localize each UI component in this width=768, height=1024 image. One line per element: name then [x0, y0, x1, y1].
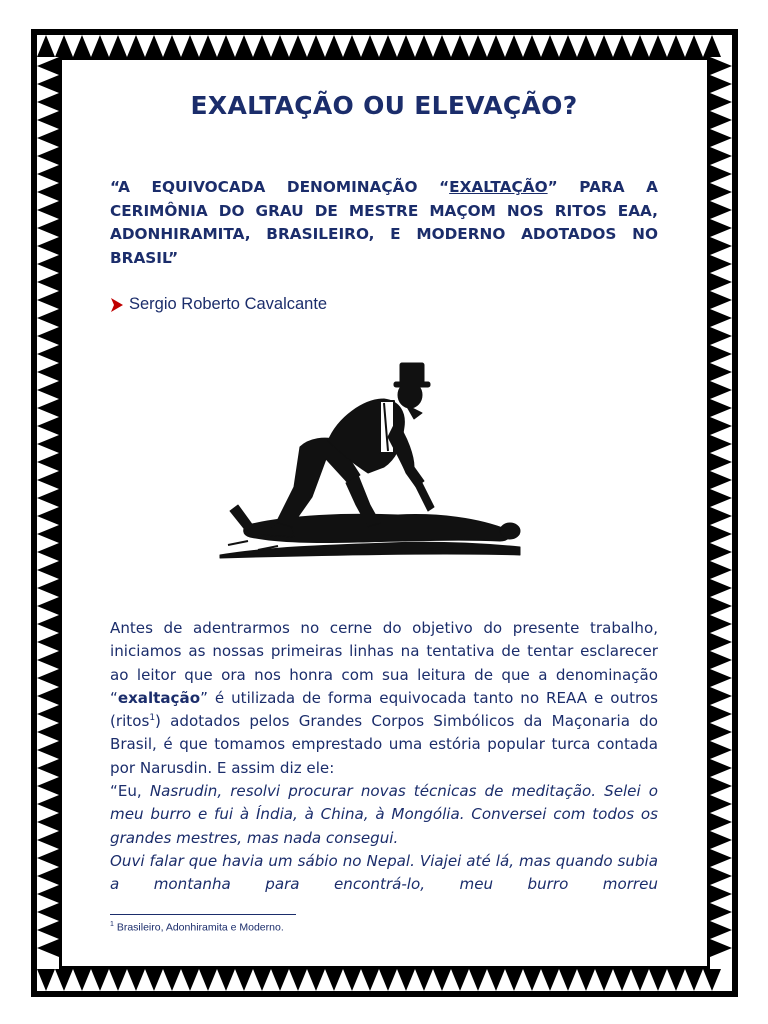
- paragraph-intro-text-a: Antes de adentrarmos no cerne do objetivo do presente trabalho, iniciamos as nossas primeiras linhas na tentativa de tentar esclarecer ao leitor que ora nos honra com sua leitura de que a denominação “: [110, 619, 658, 707]
- paragraph-intro-text-c: ) adotados pelos Grandes Corpos Simbólicos da Maçonaria do Brasil, é que tomamos emprestado uma estória popular turca contada por Narusdin. E assim diz ele:: [110, 712, 658, 777]
- paragraph-intro: [110, 617, 658, 780]
- paragraph-intro-text-b: ” é utilizada de forma equivocada tanto no REAA e outros (ritos: [110, 688, 658, 731]
- author-line: [110, 295, 327, 314]
- paragraph-quote-1: [110, 780, 658, 850]
- footnote-separator: [110, 914, 296, 915]
- subtitle-underlined-term: EXALTAÇÃO: [449, 178, 548, 196]
- footnote: [110, 921, 284, 934]
- footnote-reference: 1: [149, 713, 156, 724]
- document-subtitle: [110, 176, 658, 270]
- subtitle-part-1: “A EQUIVOCADA DENOMINAÇÃO “: [110, 178, 450, 196]
- paragraph-quote-2: [110, 850, 658, 897]
- masonic-raising-engraving-image: [208, 355, 568, 570]
- body-text: [110, 617, 658, 897]
- footnote-marker: 1: [110, 921, 114, 928]
- author-name: Sergio Roberto Cavalcante: [129, 295, 328, 313]
- document-title: EXALTAÇÃO OU ELEVAÇÃO?: [190, 91, 578, 120]
- quote-italic-text-2: Ouvi falar que havia um sábio no Nepal. Viajei até lá, mas quando subia a montanha para encontrá-lo, meu burro morreu: [110, 851, 658, 894]
- quote-opening: “Eu,: [110, 782, 150, 801]
- quote-italic-text: Nasrudin, resolvi procurar novas técnicas de meditação. Selei o meu burro e fui à Índia, à China, à Mongólia. Conversei com todos os grandes mestres, mas nada consegui.: [110, 782, 658, 847]
- footnote-text: Brasileiro, Adonhiramita e Moderno.: [113, 921, 284, 934]
- subtitle-part-2: ” PARA A CERIMÔNIA DO GRAU DE MESTRE MAÇOM NOS RITOS EAA, ADONHIRAMITA, BRASILEIRO, E MODERNO ADOTADOS NO BRASIL”: [110, 178, 658, 267]
- paragraph-intro-bold-term: exaltação: [117, 688, 201, 707]
- arrow-bullet-icon: [110, 298, 123, 312]
